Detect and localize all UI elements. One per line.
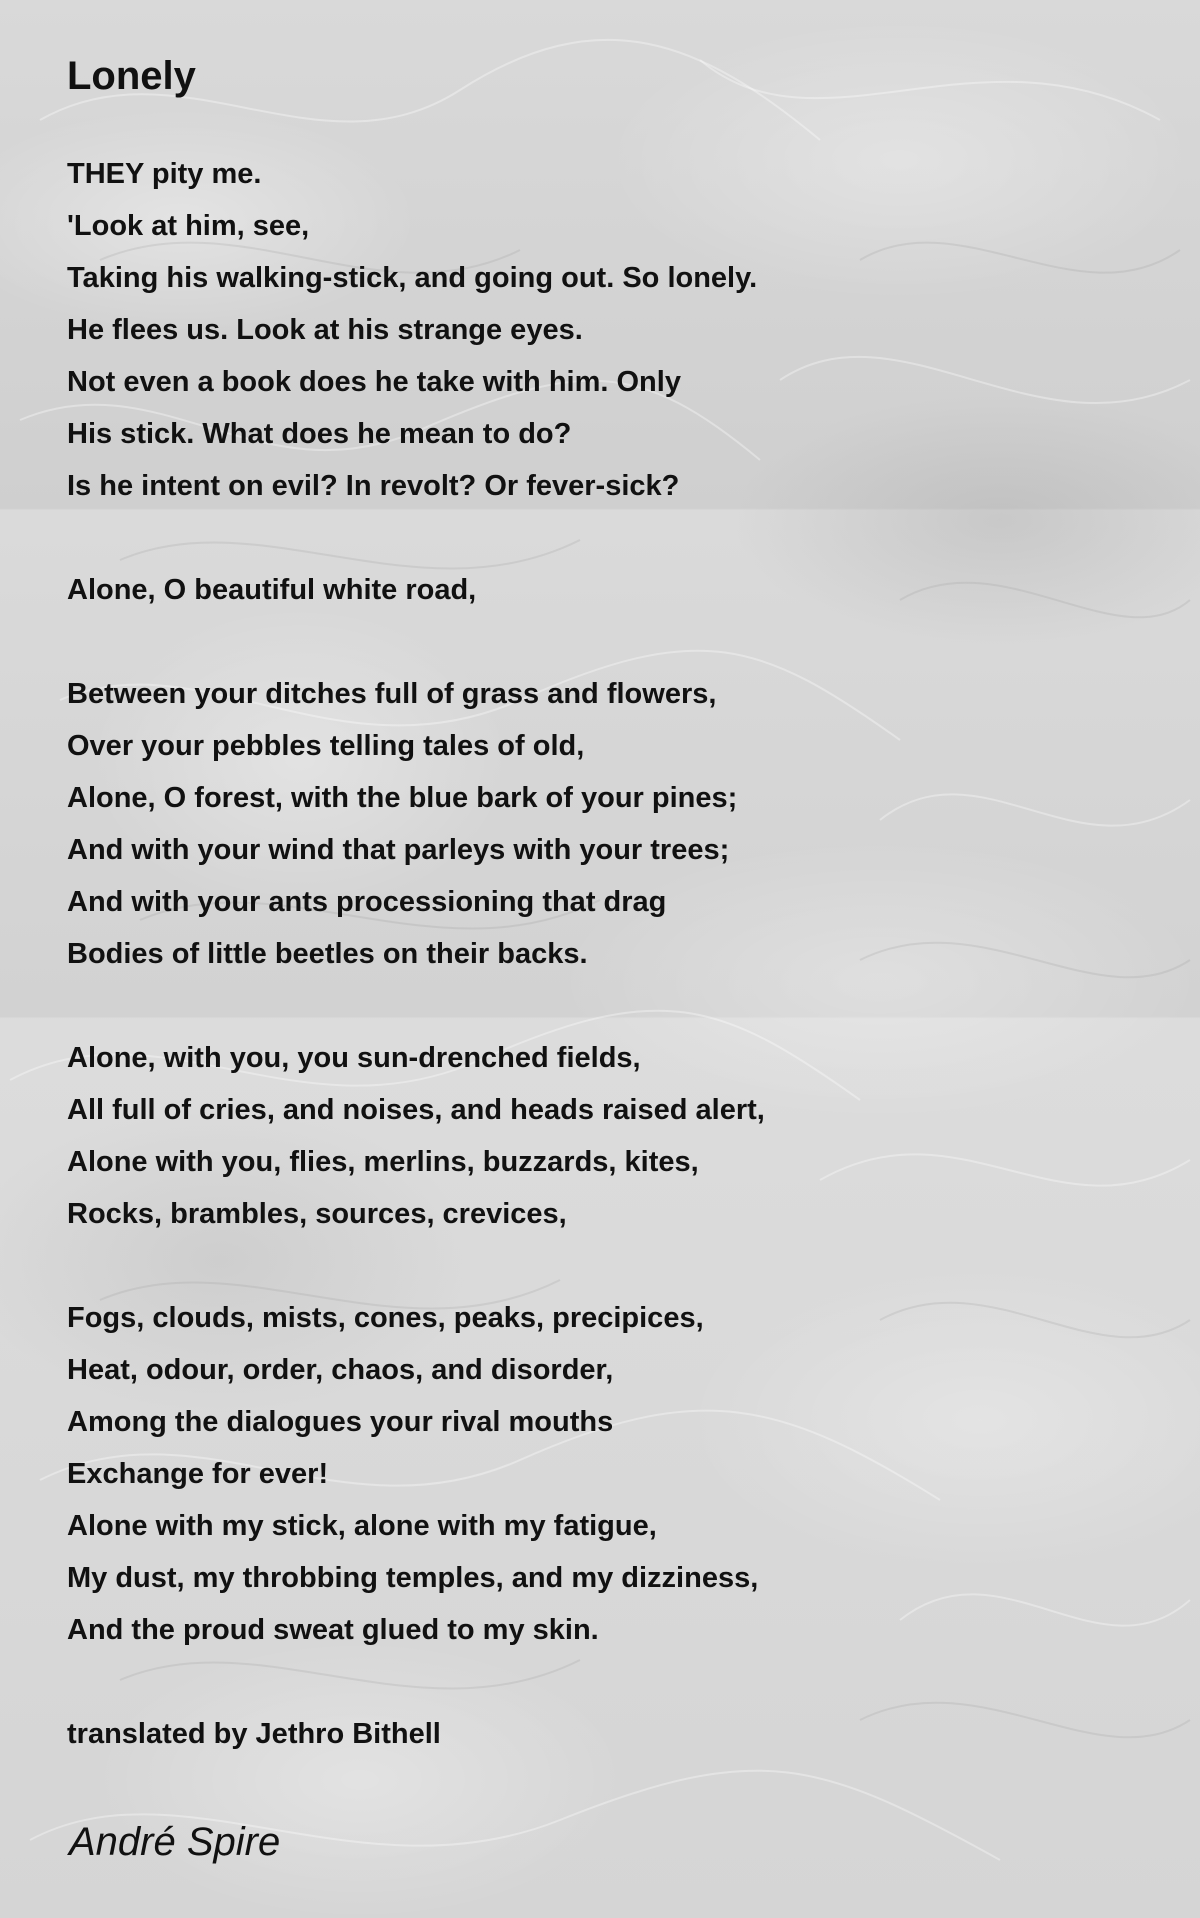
poem-line: And the proud sweat glued to my skin. <box>67 1614 599 1646</box>
poem-line: He flees us. Look at his strange eyes. <box>67 314 583 346</box>
poem-line: All full of cries, and noises, and heads raised alert, <box>67 1094 765 1126</box>
poem-line: Bodies of little beetles on their backs. <box>67 938 588 970</box>
poem-line: And with your wind that parleys with your trees; <box>67 834 730 866</box>
poem-line: Alone, with you, you sun-drenched fields, <box>67 1042 641 1074</box>
poem-line: Fogs, clouds, mists, cones, peaks, precipices, <box>67 1302 704 1334</box>
poem-line: Alone with my stick, alone with my fatigue, <box>67 1510 657 1542</box>
poem-line: Alone with you, flies, merlins, buzzards, kites, <box>67 1146 699 1178</box>
poem-body <box>67 148 1147 1760</box>
poem-line: THEY pity me. <box>67 158 262 190</box>
poem-line: Exchange for ever! <box>67 1458 329 1490</box>
poem-title: Lonely <box>67 54 196 98</box>
poem-line: Taking his walking-stick, and going out. So lonely. <box>67 262 758 294</box>
poem-line: Is he intent on evil? In revolt? Or fever-sick? <box>67 470 680 502</box>
poem-line: Heat, odour, order, chaos, and disorder, <box>67 1354 614 1386</box>
poem-line: Among the dialogues your rival mouths <box>67 1406 614 1438</box>
stanza-break <box>67 1656 1147 1708</box>
stanza-break <box>67 512 1147 564</box>
poem-line: Rocks, brambles, sources, crevices, <box>67 1198 567 1230</box>
poem-line: His stick. What does he mean to do? <box>67 418 572 450</box>
poem-line: My dust, my throbbing temples, and my dizziness, <box>67 1562 759 1594</box>
poem-line: And with your ants processioning that drag <box>67 886 667 918</box>
stanza-break <box>67 980 1147 1032</box>
poem-line: Over your pebbles telling tales of old, <box>67 730 585 762</box>
poem-line: Between your ditches full of grass and flowers, <box>67 678 717 710</box>
stanza-break <box>67 1240 1147 1292</box>
poem-line: 'Look at him, see, <box>67 210 310 242</box>
author-signature: André Spire <box>69 1820 281 1864</box>
stanza-break <box>67 616 1147 668</box>
poem-line: Alone, O forest, with the blue bark of your pines; <box>67 782 738 814</box>
poem-line: translated by Jethro Bithell <box>67 1718 441 1750</box>
poem-line: Not even a book does he take with him. Only <box>67 366 681 398</box>
poem-line: Alone, O beautiful white road, <box>67 574 477 606</box>
poem-container <box>67 52 1147 1760</box>
